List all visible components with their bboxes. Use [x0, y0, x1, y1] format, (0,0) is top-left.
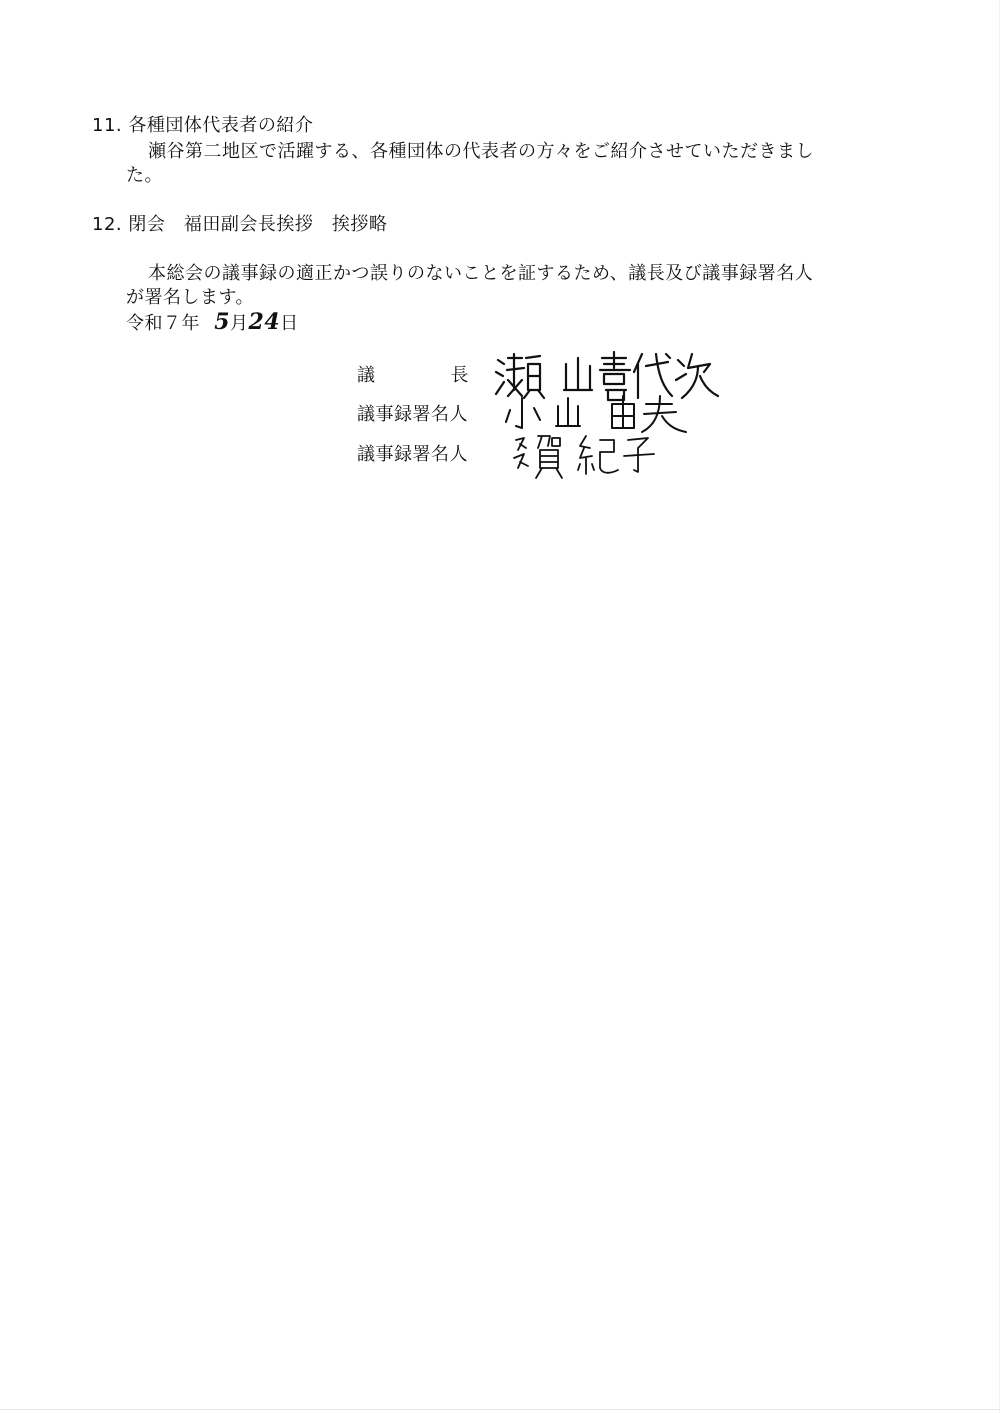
item-11-number: 11. — [92, 115, 123, 136]
date-month-unit: 月 — [230, 313, 249, 334]
scan-bottom-edge — [0, 1409, 1000, 1410]
signing-date — [126, 310, 299, 336]
date-day-unit: 日 — [280, 313, 299, 334]
recorder-2-label: 議事録署名人 — [357, 444, 468, 465]
date-day-handwritten: 24 — [248, 309, 281, 335]
item-12-number: 12. — [92, 214, 123, 235]
chair-label — [357, 364, 469, 388]
item-11-title: 各種団体代表者の紹介 — [128, 115, 314, 136]
item-12-title: 閉会 福田副会長挨拶 挨拶略 — [128, 214, 388, 235]
certification-line-2: が署名します。 — [126, 287, 255, 308]
item-11-heading — [92, 114, 313, 138]
item-12-heading — [92, 213, 387, 237]
date-era-year: 令和７年 — [126, 313, 200, 334]
recorder-2-signature — [510, 432, 660, 482]
item-11-body-line-1: 瀬谷第二地区で活躍する、各種団体の代表者の方々をご紹介させていただきまし — [148, 141, 814, 162]
chair-label-part-1: 議 — [357, 365, 376, 386]
chair-label-part-2: 長 — [450, 365, 469, 386]
item-11-body-line-2: た。 — [126, 165, 163, 186]
date-month-handwritten: 5 — [214, 309, 231, 335]
recorder-1-label: 議事録署名人 — [357, 404, 468, 425]
certification-line-1: 本総会の議事録の適正かつ誤りのないことを証するため、議長及び議事録署名人 — [148, 263, 814, 284]
